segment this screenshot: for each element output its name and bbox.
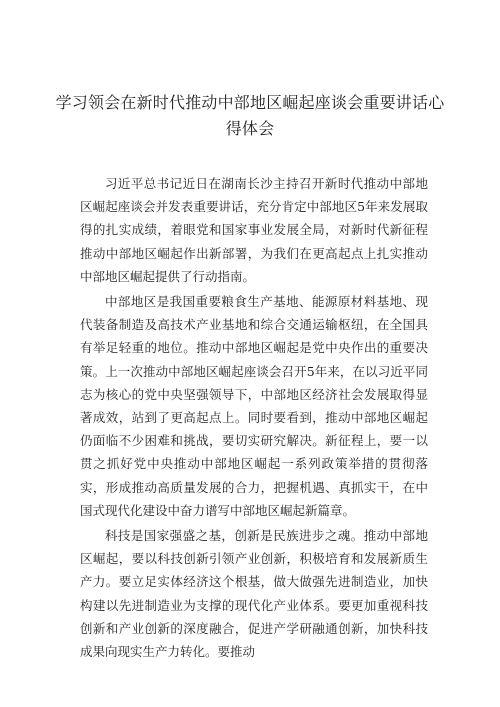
paragraph-3: 科技是国家强盛之基，创新是民族进步之魂。推动中部地区崛起，要以科技创新引领产业创新，积极培育和发展新质生产力。要立足实体经济这个根基，做大做强先进制造业，加快构建以先进制造业为支撑的现代化产业体系。要更加重视科技创新和产业创新的深度融合，促进产学研融通创新，加快科技成果向现实生产力转化。要推动 <box>80 528 428 660</box>
document-body <box>80 172 428 665</box>
document-title-line-2: 得体会 <box>225 119 275 138</box>
document-title-line-1: 学习领会在新时代推动中部地区崛起座谈会重要讲话心 <box>55 93 445 112</box>
paragraph-2: 中部地区是我国重要粮食生产基地、能源原材料基地、现代装备制造及高技术产业基地和综合交通运输枢纽，在全国具有举足轻重的地位。推动中部地区崛起是党中央作出的重要决策。上一次推动中部地区崛起座谈会召开5年来，在以习近平同志为核心的党中央坚强领导下，中部地区经济社会发展取得显著成效，站到了更高起点上。同时要看到，推动中部地区崛起仍面临不少困难和挑战，要切实研究解决。新征程上，要一以贯之抓好党中央推动中部地区崛起一系列政策举措的贯彻落实，形成推动高质量发展的合力，把握机遇、真抓实干，在中国式现代化建设中奋力谱写中部地区崛起新篇章。 <box>80 294 428 518</box>
paragraph-1: 习近平总书记近日在湖南长沙主持召开新时代推动中部地区崛起座谈会并发表重要讲话，充分肯定中部地区5年来发展取得的扎实成绩，着眼党和国家事业发展全局，对新时代新征程推动中部地区崛起作出新部署，为我们在更高起点上扎实推动中部地区崛起提供了行动指南。 <box>80 176 428 284</box>
